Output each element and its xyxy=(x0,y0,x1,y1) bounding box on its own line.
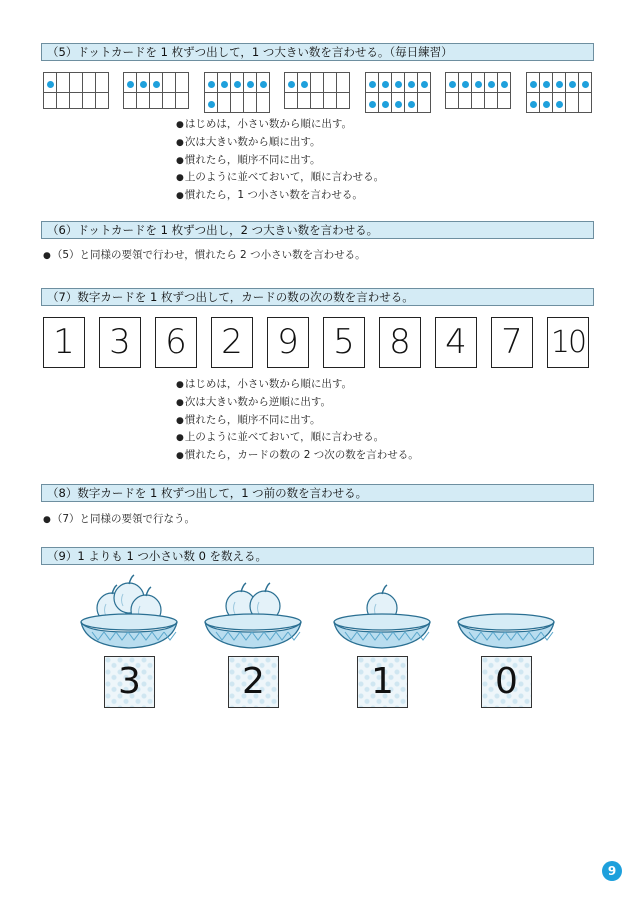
dot-mark xyxy=(301,81,308,88)
bowl-illustration xyxy=(74,572,184,652)
section-8-note: ● （7）と同様の要領で行なう。 xyxy=(43,511,195,526)
dot-mark xyxy=(208,81,215,88)
list-item: ● 慣れたら，カードの数の 2 つ次の数を言わせる。 xyxy=(176,447,419,465)
bowl-illustration xyxy=(451,572,561,652)
dot-mark xyxy=(408,101,415,108)
dot-mark xyxy=(247,81,254,88)
dot-card xyxy=(445,72,511,109)
dot-mark xyxy=(369,101,376,108)
list-item: ● はじめは，小さい数から順に出す。 xyxy=(176,116,384,134)
number-card: 1 xyxy=(43,317,85,368)
dot-mark xyxy=(569,81,576,88)
dot-mark xyxy=(260,81,267,88)
dot-mark xyxy=(582,81,589,88)
dot-card xyxy=(123,72,189,109)
dot-card xyxy=(204,72,270,113)
section-7-bullets xyxy=(176,376,419,465)
list-item: ● 上のように並べておいて，順に言わせる。 xyxy=(176,169,384,187)
number-card: 2 xyxy=(211,317,253,368)
page-number-badge: 9 xyxy=(602,861,622,881)
dot-mark xyxy=(153,81,160,88)
answer-card: 3 xyxy=(104,656,155,708)
dot-mark xyxy=(421,81,428,88)
dot-mark xyxy=(408,81,415,88)
dot-mark xyxy=(47,81,54,88)
number-card: 9 xyxy=(267,317,309,368)
dot-mark xyxy=(395,101,402,108)
dot-mark xyxy=(221,81,228,88)
number-card: 7 xyxy=(491,317,533,368)
list-item: ● 慣れたら，順序不同に出す。 xyxy=(176,152,384,170)
dot-mark xyxy=(543,81,550,88)
dot-mark xyxy=(462,81,469,88)
dot-mark xyxy=(530,81,537,88)
dot-mark xyxy=(530,101,537,108)
list-item: ● 慣れたら，順序不同に出す。 xyxy=(176,412,419,430)
section-6-note: ● （5）と同様の要領で行わせ，慣れたら 2 つ小さい数を言わせる。 xyxy=(43,247,366,262)
answer-card: 1 xyxy=(357,656,408,708)
list-item: ● 上のように並べておいて，順に言わせる。 xyxy=(176,429,419,447)
number-card: 6 xyxy=(155,317,197,368)
dot-mark xyxy=(140,81,147,88)
list-item: ● 次は大きい数から順に出す。 xyxy=(176,134,384,152)
dot-mark xyxy=(475,81,482,88)
number-card: 3 xyxy=(99,317,141,368)
section-8-header: （8）数字カードを 1 枚ずつ出して，1 つ前の数を言わせる。 xyxy=(41,484,594,502)
dot-mark xyxy=(556,101,563,108)
dot-mark xyxy=(382,101,389,108)
dot-mark xyxy=(382,81,389,88)
dot-card xyxy=(526,72,592,113)
dot-card xyxy=(284,72,350,109)
dot-mark xyxy=(369,81,376,88)
list-item: ● はじめは，小さい数から順に出す。 xyxy=(176,376,419,394)
dot-mark xyxy=(288,81,295,88)
dot-mark xyxy=(501,81,508,88)
dot-mark xyxy=(234,81,241,88)
dot-card xyxy=(365,72,431,113)
number-card: 8 xyxy=(379,317,421,368)
answer-card: 0 xyxy=(481,656,532,708)
section-9-header: （9）1 よりも 1 つ小さい数 0 を数える。 xyxy=(41,547,594,565)
answer-card: 2 xyxy=(228,656,279,708)
number-card: 5 xyxy=(323,317,365,368)
bowl-illustration xyxy=(327,572,437,652)
dot-card xyxy=(43,72,109,109)
section-6-header: （6）ドットカードを 1 枚ずつ出し，2 つ大きい数を言わせる。 xyxy=(41,221,594,239)
section-7-header: （7）数字カードを 1 枚ずつ出して，カードの数の次の数を言わせる。 xyxy=(41,288,594,306)
section-5-bullets xyxy=(176,116,384,205)
dot-mark xyxy=(395,81,402,88)
dot-mark xyxy=(556,81,563,88)
dot-mark xyxy=(208,101,215,108)
number-card: 10 xyxy=(547,317,589,368)
dot-mark xyxy=(488,81,495,88)
dot-mark xyxy=(127,81,134,88)
section-5-header: （5）ドットカードを 1 枚ずつ出して，1 つ大きい数を言わせる。（毎日練習） xyxy=(41,43,594,61)
dot-mark xyxy=(449,81,456,88)
bowl-illustration xyxy=(198,572,308,652)
dot-mark xyxy=(543,101,550,108)
list-item: ● 慣れたら，1 つ小さい数を言わせる。 xyxy=(176,187,384,205)
list-item: ● 次は大きい数から逆順に出す。 xyxy=(176,394,419,412)
number-card: 4 xyxy=(435,317,477,368)
